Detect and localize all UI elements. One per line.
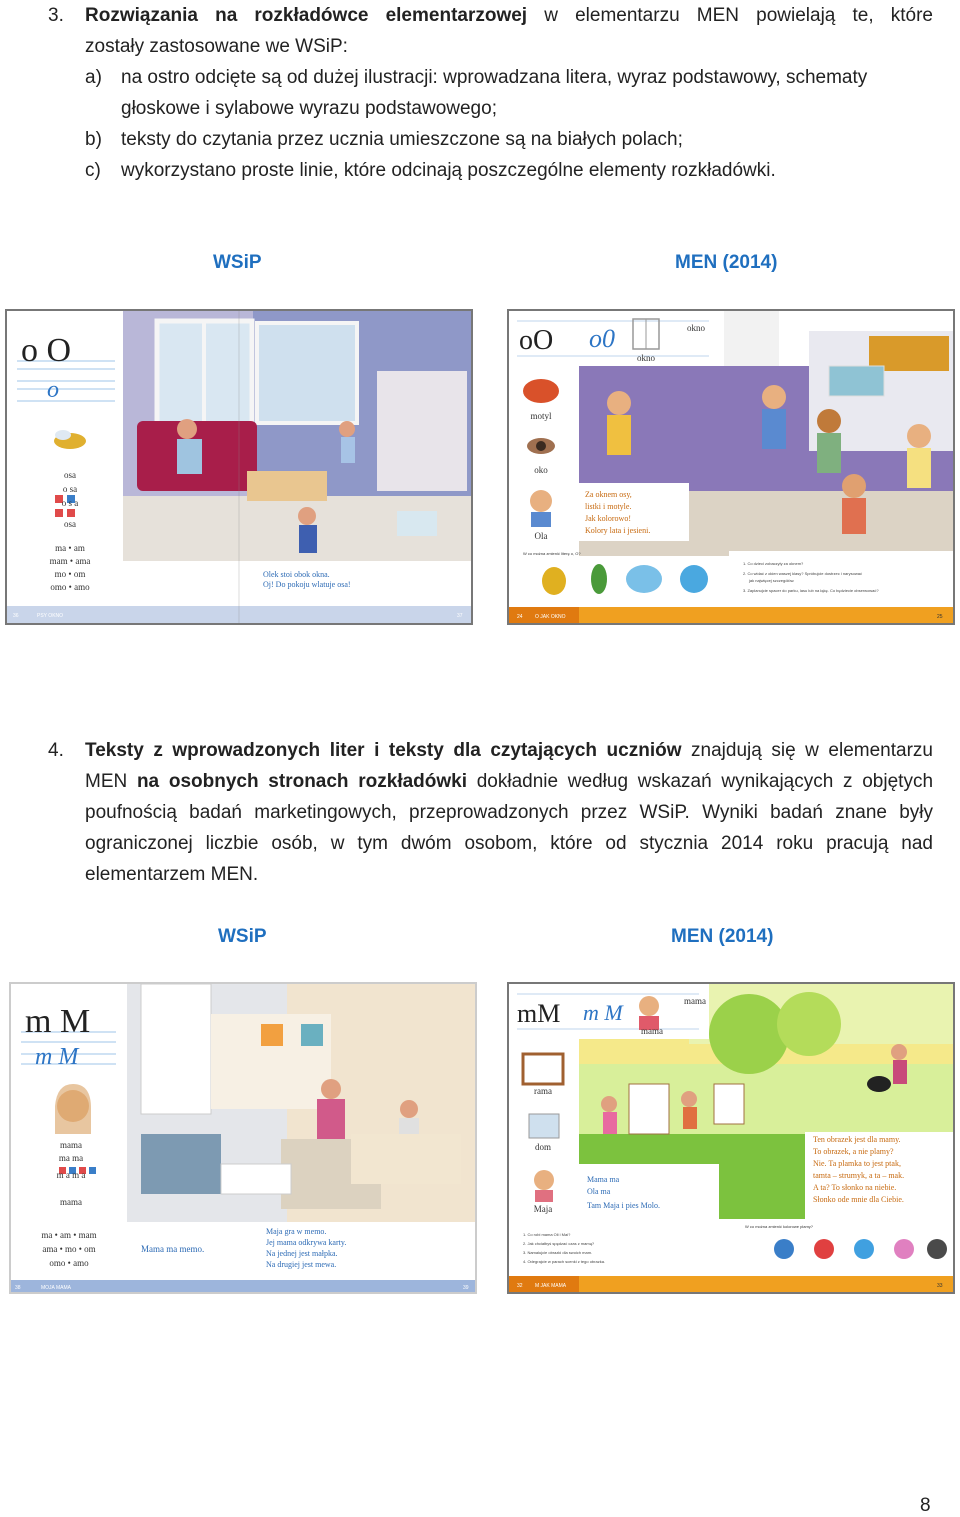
spread-2-script: o0 xyxy=(589,324,615,353)
list-label: b) xyxy=(85,129,102,150)
section-4-line-3: poufnością badań marketingowych, przeprowadzonych przez WSiP. Wyniki badań znane były xyxy=(85,802,933,823)
spread-4-top-word: mama xyxy=(641,1026,663,1036)
spread-2-window-word: okno xyxy=(687,323,705,333)
spread-1-word: o sa xyxy=(62,484,78,494)
spread-1-word: osa xyxy=(64,470,76,480)
section-3-line-1 xyxy=(85,0,933,31)
spread-2-task: 2. Co widać z okien waszej klasy? Spróbujcie dostrzec i narysować xyxy=(743,571,862,576)
spread-1-syllables: omo • amo xyxy=(50,582,90,592)
spread-4-task: 4. Odegrajcie w parach scenki z tego obrazka. xyxy=(523,1259,606,1264)
section-4-pre-2: MEN xyxy=(85,771,137,792)
spread-4-side-word: dom xyxy=(534,1142,552,1152)
spread-4-footer: M JAK MAMA xyxy=(535,1283,567,1289)
spread-3-syllables: ama • mo • om xyxy=(42,1244,96,1254)
spread-men-o xyxy=(507,309,955,625)
spread-1-letters: o O xyxy=(21,332,72,369)
spread-3-caption: Mama ma memo. xyxy=(141,1244,205,1254)
caption-wsip-1: WSiP xyxy=(213,252,262,273)
caption-wsip-2: WSiP xyxy=(218,926,267,947)
spread-2-letters: oO xyxy=(519,325,554,356)
spread-1-reading: Oj! Do pokoju wlatuje osa! xyxy=(263,580,351,589)
list-text-cont: głoskowe i sylabowe wyrazu podstawowego; xyxy=(121,98,497,119)
spread-4-letters: mM xyxy=(517,999,561,1028)
spread-4-side-word: rama xyxy=(534,1086,552,1096)
caption-men-1: MEN (2014) xyxy=(675,252,778,273)
spread-3-letters: m M xyxy=(25,1003,91,1040)
spread-2-task: 3. Zaplanujcie spacer do parku, lasu lub na łąkę. Co będziecie obserwować? xyxy=(743,588,879,593)
spread-3-reading: Jej mama odkrywa karty. xyxy=(266,1238,347,1247)
list-text: wykorzystano proste linie, które odcinają poszczególne elementy rozkładówki. xyxy=(121,160,776,181)
spread-4-top-word: mama xyxy=(684,996,706,1006)
spread-2-page-left: 24 xyxy=(517,614,523,620)
section-4-bold-2: na osobnych stronach rozkładówki xyxy=(136,771,468,792)
spread-2-poem: Jak kolorowo! xyxy=(585,514,631,523)
spread-1-syllables: mam • ama xyxy=(49,556,91,566)
spread-2-window-word: okno xyxy=(637,353,655,363)
spread-1-footer: PSY OKNO xyxy=(37,613,64,619)
spread-1-syllables: mo • om xyxy=(54,569,86,579)
section-4-line-1 xyxy=(85,735,933,766)
spread-2-poem: Za oknem osy, xyxy=(585,490,632,499)
spread-3-word: ma ma xyxy=(58,1153,84,1163)
spread-3-reading: Na drugiej jest mewa. xyxy=(266,1260,337,1269)
spread-3-word: m a m a xyxy=(56,1170,86,1180)
spread-4-caption: Ola ma xyxy=(587,1187,611,1196)
spread-men-m xyxy=(507,982,955,1294)
spread-4-prompt: W co można zmienić kolorowe plamy? xyxy=(745,1224,814,1229)
spread-4-poem: A ta? To słonko na niebie. xyxy=(813,1183,897,1192)
section-3-rest: w elementarzu MEN powielają te, które xyxy=(527,5,933,26)
spread-4-page-right: 33 xyxy=(937,1283,943,1289)
spread-3-footer: MOJA MAMA xyxy=(41,1285,72,1291)
spread-4-side-word: Maja xyxy=(533,1204,553,1214)
spread-1-syllables: ma • am xyxy=(55,543,85,553)
spread-4-poem: Ten obrazek jest dla mamy. xyxy=(813,1135,901,1144)
spread-3-reading: Na jednej jest małpka. xyxy=(266,1249,338,1258)
spread-4-task: 1. Co robi mama Oli i Mai? xyxy=(523,1232,571,1237)
caption-men-2: MEN (2014) xyxy=(671,926,774,947)
spread-3-word: mama xyxy=(60,1197,82,1207)
section-4-line-4: ograniczonej liczbie osób, w tym dwóm osobom, które od stycznia 2014 roku pracują nad xyxy=(85,833,933,854)
section-4 xyxy=(48,735,933,895)
spread-3-page-left: 38 xyxy=(15,1285,21,1291)
spread-1-script-letter: o xyxy=(47,377,59,403)
list-label: c) xyxy=(85,160,101,181)
section-4-line-2 xyxy=(85,766,933,797)
section-4-line-5: elementarzem MEN. xyxy=(85,864,259,885)
spread-1-page-left: 36 xyxy=(13,613,19,619)
spread-2-footer: O JAK OKNO xyxy=(535,614,566,620)
spread-3-syllables: omo • amo xyxy=(49,1258,89,1268)
spread-3-word: mama xyxy=(60,1140,82,1150)
spread-2-side-word: motyl xyxy=(530,411,552,421)
spread-1-reading: Olek stoi obok okna. xyxy=(263,570,330,579)
section-4-rest-1: znajdują się w elementarzu xyxy=(681,740,933,761)
spread-wsip-o xyxy=(5,309,473,625)
spread-3-script: m M xyxy=(35,1044,79,1070)
spread-3-page-right: 39 xyxy=(463,1285,469,1291)
spread-4-task: 2. Jak chciałbyś spędzać czas z mamą? xyxy=(523,1241,595,1246)
spread-1-word: osa xyxy=(64,519,76,529)
spread-2-task: 1. Co dzieci zobaczyły za oknem? xyxy=(743,561,804,566)
section-3-line-2: zostały zastosowane we WSiP: xyxy=(85,36,348,57)
list-text: teksty do czytania przez ucznia umieszczone są na białych polach; xyxy=(121,129,683,150)
spread-2-page-right: 25 xyxy=(937,614,943,620)
spread-4-poem: Słonko ode mnie dla Ciebie. xyxy=(813,1195,904,1204)
section-3-bold: Rozwiązania na rozkładówce elementarzowej xyxy=(85,5,528,26)
spread-4-caption: Mama ma xyxy=(587,1175,620,1184)
spread-1-word: o s a xyxy=(61,498,79,508)
spread-2-side-word: oko xyxy=(534,465,548,475)
spread-4-task: 3. Namalujcie obrazki dla swoich mam. xyxy=(523,1250,593,1255)
section-4-number: 4. xyxy=(48,740,64,761)
spread-2-task: jak najwięcej szczegółów. xyxy=(749,578,795,583)
section-3 xyxy=(48,0,933,190)
spread-2-prompt: W co można zmienić literę o, O? xyxy=(523,551,581,556)
spread-4-caption: Tam Maja i pies Molo. xyxy=(587,1201,660,1210)
spread-4-script: m M xyxy=(583,1000,623,1025)
spread-1-page-right: 37 xyxy=(457,613,463,619)
spread-2-side-word: Ola xyxy=(534,531,548,541)
spread-wsip-m xyxy=(9,982,477,1294)
list-text: na ostro odcięte są od dużej ilustracji: wprowadzana litera, wyraz podstawowy, schematy xyxy=(121,67,868,88)
spread-4-page-left: 32 xyxy=(517,1283,523,1289)
section-4-rest-2: dokładnie według wskazań wynikających z objętych xyxy=(467,771,934,792)
section-3-number: 3. xyxy=(48,5,64,26)
spread-3-reading: Maja gra w memo. xyxy=(266,1227,327,1236)
spread-2-poem: listki i motyle. xyxy=(585,502,632,511)
spread-4-poem: tamta – strumyk, a ta – mak. xyxy=(813,1171,905,1180)
spread-4-poem: To obrazek, a nie plamy? xyxy=(813,1147,894,1156)
spread-4-poem: Nie. Ta plamka to jest ptak, xyxy=(813,1159,901,1168)
spread-2-poem: Kolory lata i jesieni. xyxy=(585,526,651,535)
page-number: 8 xyxy=(920,1495,931,1516)
list-label: a) xyxy=(85,67,102,88)
section-4-bold-1: Teksty z wprowadzonych liter i teksty dla czytających uczniów xyxy=(85,740,682,761)
spread-3-syllables: ma • am • mam xyxy=(41,1230,97,1240)
